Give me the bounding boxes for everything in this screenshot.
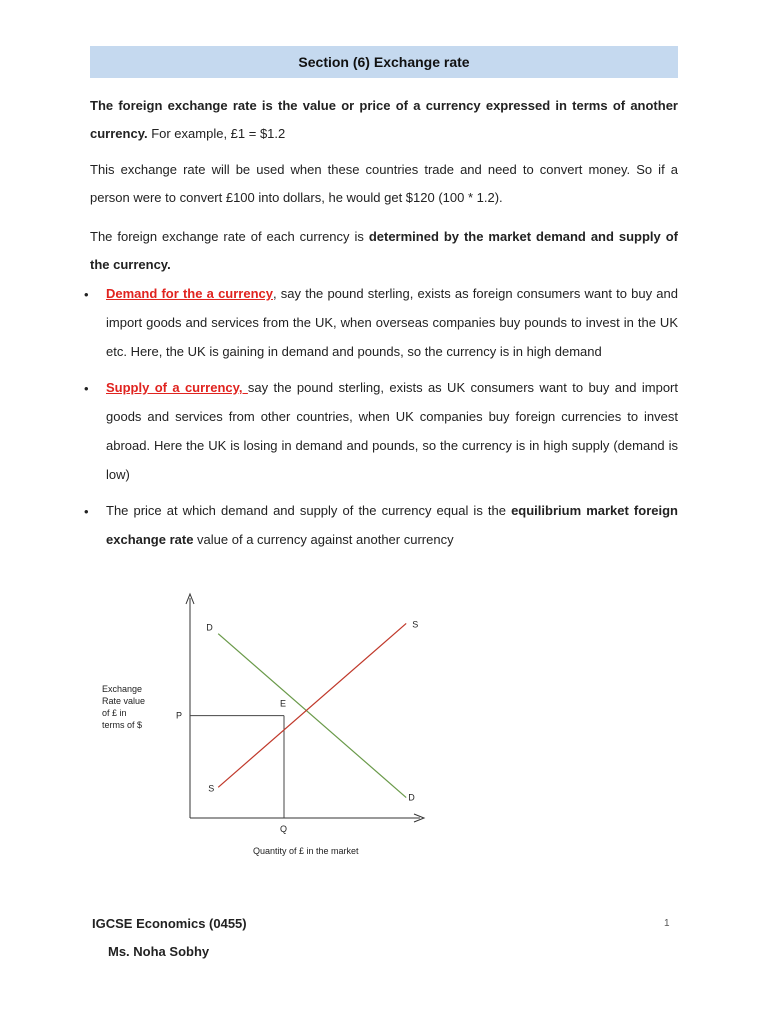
y-axis-label-line: terms of $ (102, 720, 143, 730)
equilibrium-suffix: value of a currency against another currency (193, 532, 454, 547)
section-title: Section (6) Exchange rate (90, 46, 678, 78)
demand-end-label: D (408, 792, 415, 803)
conversion-paragraph: This exchange rate will be used when these countries trade and need to convert money. So if a person were to convert £100 into dollars, he would get $120 (100 * 1.2). (90, 162, 678, 205)
y-axis-label-line: Rate value (102, 696, 146, 706)
y-axis-label-line: of £ in (102, 708, 127, 718)
y-axis-label (102, 684, 145, 730)
equilibrium-bold: equilibrium market foreign exchange rate (106, 503, 678, 547)
determined-prefix: The foreign exchange rate of each currency is (90, 229, 369, 244)
price-label: P (176, 710, 183, 721)
bullet-icon: • (84, 287, 89, 302)
supply-text: say the pound sterling, exists as UK consumers want to buy and import goods and services from other countries, when UK companies buy foreign currencies to invest abroad. Here the UK is losing in demand and pounds, so the currency is in high supply (demand is low) (106, 380, 678, 482)
footer-course: IGCSE Economics (0455) (92, 916, 247, 931)
quantity-label: Q (280, 824, 288, 834)
equilibrium-prefix: The price at which demand and supply of the currency equal is the (106, 503, 512, 518)
supply-lead: Supply of a currency, (106, 380, 248, 395)
demand-lead: Demand for the a currency (106, 286, 273, 301)
supply-start-label: S (208, 783, 215, 794)
demand-text: , say the pound sterling, exists as foreign consumers want to buy and import goods and services from the UK, when overseas companies buy pounds to invest in the UK etc. Here, the UK is gaining in demand and pounds, so the currency is in high demand (106, 286, 678, 359)
bullet-icon: • (84, 381, 89, 396)
page-number: 1 (664, 918, 670, 929)
footer-teacher: Ms. Noha Sobhy (108, 944, 210, 959)
bullet-icon: • (84, 504, 89, 519)
equilibrium-label: E (280, 698, 287, 709)
supply-end-label: S (412, 619, 419, 630)
definition-bold: The foreign exchange rate is the value or price of a currency expressed in terms of another currency. (90, 98, 678, 141)
y-axis-label-line: Exchange (102, 684, 143, 694)
determined-bold: determined by the market demand and supply of the currency. (90, 229, 679, 272)
example-text: For example, £1 = $1.2 (147, 126, 286, 141)
demand-start-label: D (206, 622, 213, 633)
supply-curve (218, 623, 406, 787)
x-axis-label: Quantity of £ in the market (253, 846, 359, 856)
